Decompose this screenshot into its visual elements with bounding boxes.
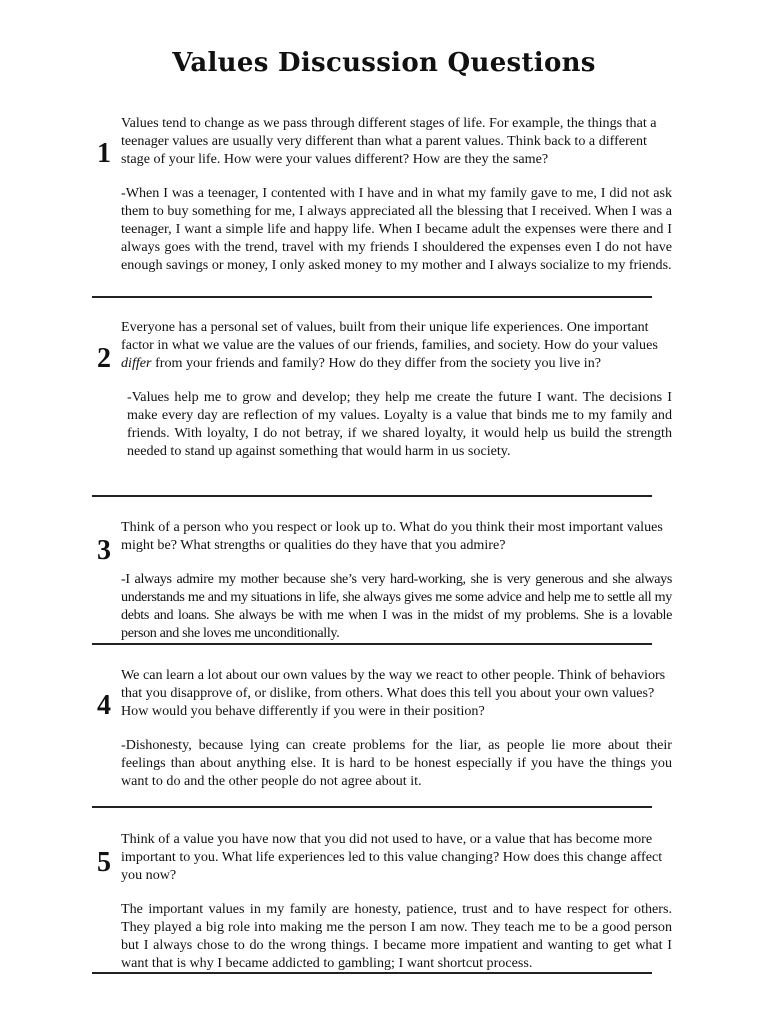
question-2-text-part-1: Everyone has a personal set of values, built from their unique life experiences. One important factor in what we value are the values of our friends, families, and society. How do your values	[121, 319, 658, 353]
section-2	[121, 318, 672, 460]
question-2-text	[121, 318, 672, 372]
question-1-text: Values tend to change as we pass through different stages of life. For example, the things that a teenager values are usually very different than what a parent values. Think back to a different stage of your life. How were your values different? How are they the same?	[121, 115, 657, 167]
answer-4-text: -Dishonesty, because lying can create problems for the liar, as people lie more about their feelings than about anything else. It is hard to be honest especially if you have the things you want to do and the other people do not agree about it.	[121, 737, 672, 789]
section-3	[121, 518, 672, 642]
question-3-text: Think of a person who you respect or look up to. What do you think their most important values might be? What strengths or qualities do they have that you admire?	[121, 519, 663, 553]
question-2-text-part-2: from your friends and family? How do they differ from the society you live in?	[151, 355, 601, 371]
answer-5-text: The important values in my family are honesty, patience, trust and to have respect for others. They played a big role into making me the person I am now. They teach me to be a good person but I always chose to do the wrong things. I became more impatient and wanting to get what I want that is why I became addicted to gambling; I want shortcut process.	[121, 901, 672, 971]
section-4	[121, 666, 672, 790]
section-divider	[92, 296, 652, 298]
section-1	[121, 114, 672, 274]
section-5	[121, 830, 672, 972]
question-number-1: 1	[97, 138, 111, 169]
section-divider	[92, 972, 652, 974]
answer-2-text: -Values help me to grow and develop; they help me create the future I want. The decisions I make every day are reflection of my values. Loyalty is a value that binds me to my family and friends. With loyalty, I do not betray, if we shared loyalty, it would help us build the strength needed to stand up against something that would harm in us society.	[127, 389, 672, 459]
page-title: Values Discussion Questions	[172, 48, 596, 78]
question-number-3: 3	[97, 535, 111, 566]
question-2-emphasis: differ	[121, 355, 152, 371]
question-5-text: Think of a value you have now that you did not used to have, or a value that has become more important to you. What life experiences led to this value changing? How does this change affect you now?	[121, 831, 663, 883]
section-divider	[92, 806, 652, 808]
answer-3-text: -I always admire my mother because she’s very hard-working, she is very generous and she always understands me and my situations in life, she always gives me some advice and help me to settle all my debts and loans. She always be with me when I was in the midst of my problems. She is a lovable person and she loves me unconditionally.	[121, 571, 672, 641]
question-number-4: 4	[97, 690, 111, 721]
answer-1-text: -When I was a teenager, I contented with I have and in what my family gave to me, I did not ask them to buy something for me, I always appreciated all the blessing that I received. When I was a teenager, I want a simple life and happy life. When I became adult the expenses were there and I always goes with the trend, travel with my friends I shouldered the expenses even I do not have enough savings or money, I only asked money to my mother and I always socialize to my friends.	[121, 185, 672, 273]
question-number-5: 5	[97, 847, 111, 878]
question-4-text: We can learn a lot about our own values by the way we react to other people. Think of behaviors that you disapprove of, or dislike, from others. What does this tell you about your own values? How would you behave differently if you were in their position?	[121, 667, 666, 719]
question-number-2: 2	[97, 343, 111, 374]
section-divider	[92, 643, 652, 645]
section-divider	[92, 495, 652, 497]
